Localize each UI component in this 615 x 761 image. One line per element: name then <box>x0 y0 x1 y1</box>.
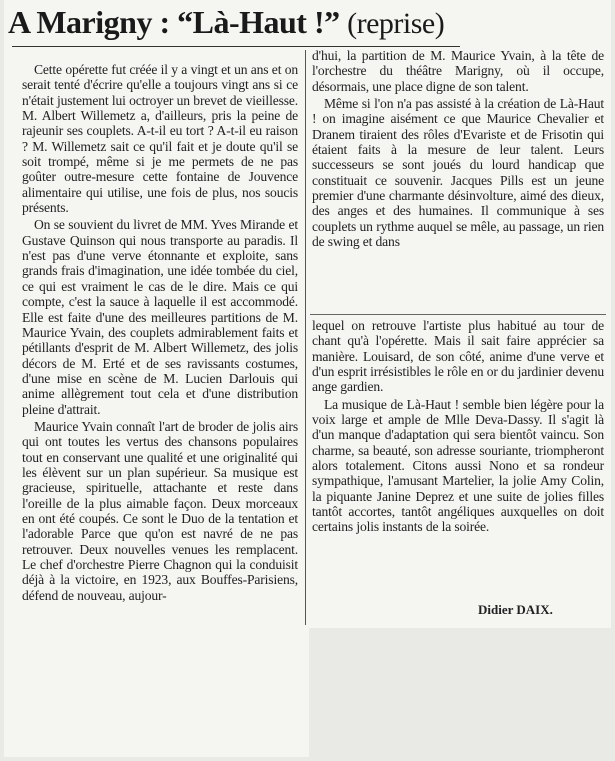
paragraph: d'hui, la partition de M. Maurice Yvain, à la tête de l'orchestre du théâtre Marigny, où il occupe, désormais, une place digne de son talent. <box>312 48 604 94</box>
headline-rule <box>12 46 460 47</box>
headline-reprise: (reprise) <box>347 7 445 40</box>
paragraph: Maurice Yvain connaît l'art de broder de jolis airs qui ont toutes les vertus des chansons populaires tout en conservant une qualité et une originalité qui les élèvent sur un plan supérieur. Sa musique est gracieuse, spirituelle, attachante et reste dans l'oreille de la plus aimable façon. Deux morceaux en ont été coupés. Ce sont le Duo de la tentation et l'adorable Parce que qu'on est navré de ne pas retrouver. Deux nouvelles venues les remplacent. Le chef d'orchestre Pierre Chagnon qui la conduisit déjà à la victoire, en 1923, aux Bouffes-Parisiens, défend de nouveau, aujour- <box>22 418 298 603</box>
headline <box>8 2 606 46</box>
right-column-bottom <box>312 318 604 537</box>
column-divider <box>305 50 306 625</box>
paragraph: On se souvient du livret de MM. Yves Mirande et Gustave Quinson qui nous transporte au paradis. Il n'est pas d'une verve étonnante et exploite, sans grands frais d'imagination, une idée tombée du ciel, ce qui est vraiment le cas de le dire. Mais ce qui compte, c'est la sauce à laquelle il est accommodé. Elle est faite d'une des meilleures partitions de M. Maurice Yvain, des couplets admirablement faits et pétillants d'esprit de M. Albert Willemetz, des jolis décors de M. Erté et de ses ravissants costumes, d'une mise en scène de M. Lucien Darlouis qui anime allègrement tout cela et d'une distribution pleine d'attrait. <box>22 217 298 417</box>
paragraph: lequel on retrouve l'artiste plus habitué au tour de chant qu'à l'opérette. Mais il sait faire apprécier sa manière. Louisard, de son côté, anime d'une verve et d'un esprit irrésistibles le rôle en or du jardinier devenu ange gardien. <box>312 318 604 395</box>
author-signature: Didier DAIX. <box>478 602 553 617</box>
section-divider <box>310 314 606 315</box>
paragraph: Cette opérette fut créée il y a vingt et un ans et on serait tenté d'écrire qu'elle a toujours vingt ans si ce n'était justement lui octroyer un brevet de vieillesse. M. Albert Willemetz a, d'ailleurs, pris la peine de rajeunir ses couplets. A-t-il eu tort ? A-t-il eu raison ? M. Willemetz sait ce qu'il fait et je doute qu'il se soit trompé, même si je me permets de ne pas goûter outre-mesure cette fontaine de Jouvence alimentaire qui utilise, une fois de plus, nos soucis présents. <box>22 62 298 216</box>
paragraph: Même si l'on n'a pas assisté à la création de Là-Haut ! on imagine aisément ce que Maurice Chevalier et Dranem tiraient des rôles d'Evariste et de Frisotin qui étaient faits à la mesure de leur talent. Leurs successeurs se sont joués du lourd handicap que constituait ce souvenir. Jacques Pills est un jeune premier d'une charmante désinvolture, aimé des dieux, des anges et des humaines. Il communique à ses couplets un rythme auquel se mêle, au passage, un rien de swing et dans <box>312 96 604 250</box>
right-column-top <box>312 48 604 251</box>
clipping-cut-corner <box>309 628 615 761</box>
paragraph: La musique de Là-Haut ! semble bien légère pour la voix large et ample de Mlle Deva-Dassy. Il s'agit là d'un manque d'adaptation qui sera bientôt vaincu. Son charme, sa beauté, son adresse souriante, triompheront alors totalement. Citons aussi Nono et sa rondeur sympathique, l'amusant Martelier, la jolie Amy Colin, la piquante Janine Deprez et une suite de jolies filles tantôt accortes, tantôt angéliques auxquelles on doit certains jolis instants de la soirée. <box>312 396 604 535</box>
headline-main: A Marigny : “Là-Haut !” <box>8 4 340 40</box>
left-column <box>22 62 298 605</box>
